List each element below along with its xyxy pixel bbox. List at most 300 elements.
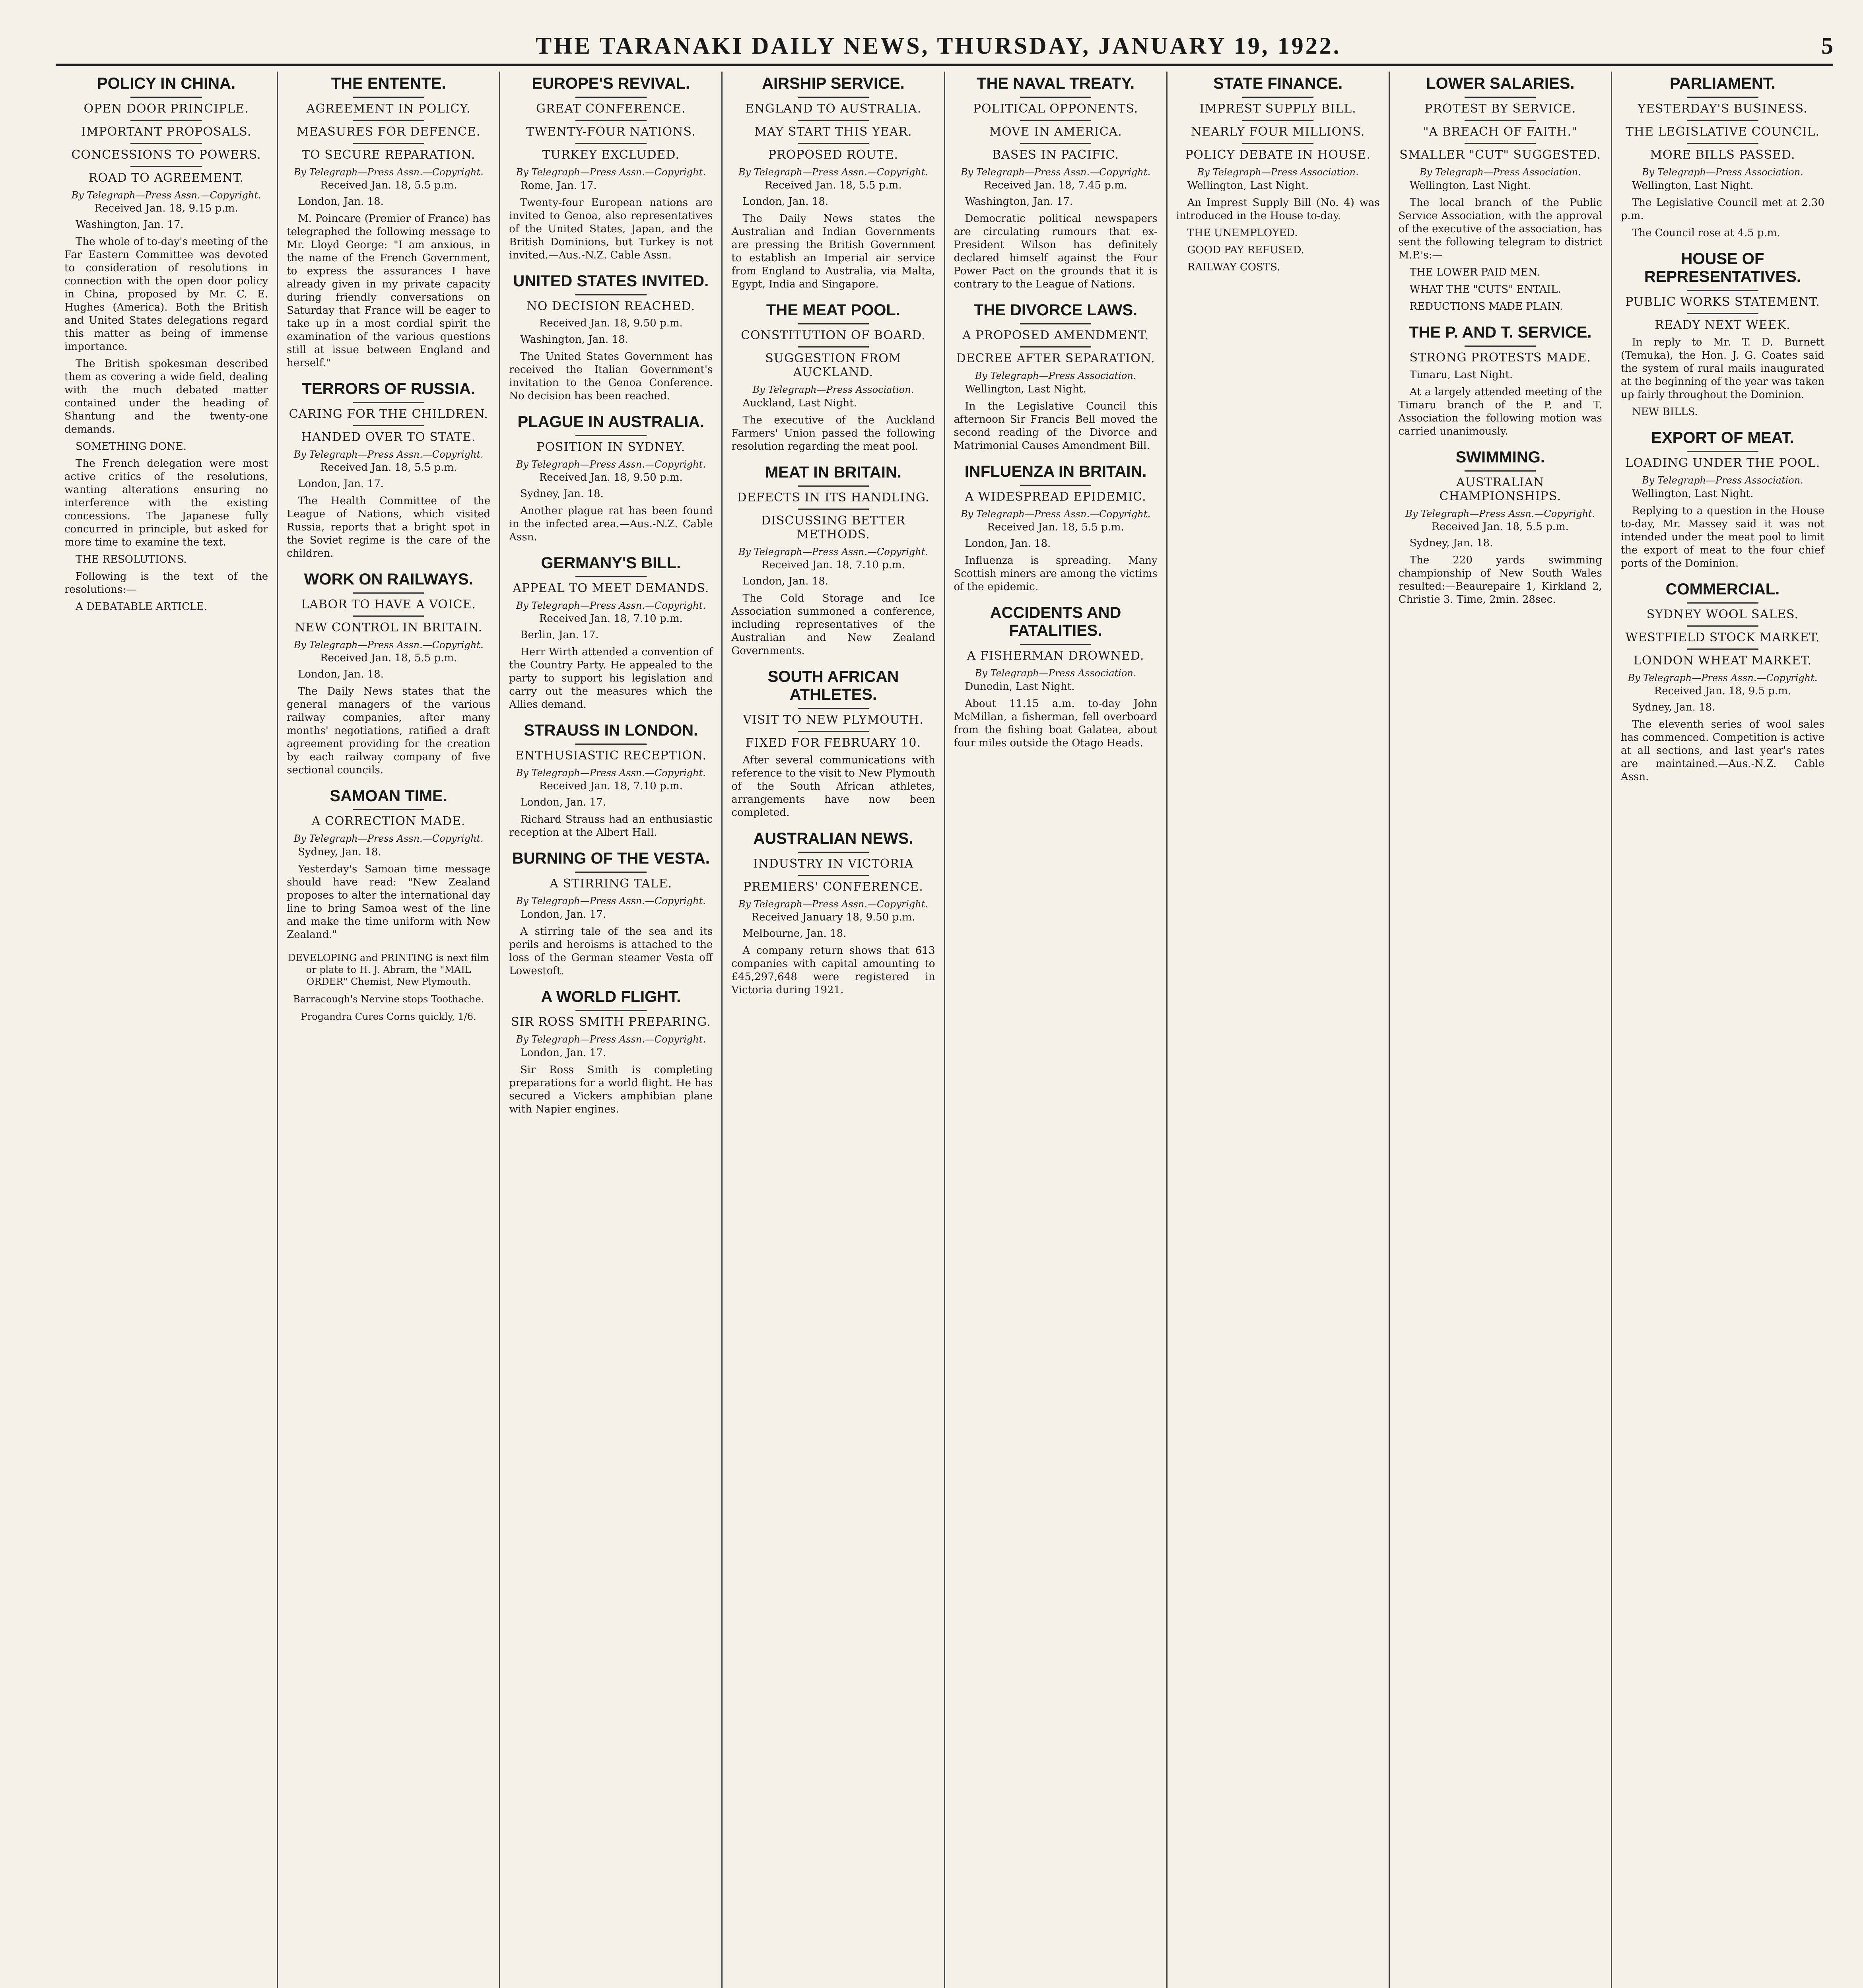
article-body	[731, 397, 935, 453]
paragraph: The 220 yards swimming championship of New South Wales resulted:—Beaurepaire 1, Kirkland 2, Christie 3. Time, 2min. 28sec.	[1398, 554, 1602, 606]
divider	[1020, 143, 1091, 144]
wire-credit: By Telegraph—Press Assn.—Copyright.	[71, 190, 261, 201]
article-headline: SWIMMING.	[1455, 448, 1545, 466]
wire-credit: By Telegraph—Press Assn.—Copyright.	[516, 167, 706, 178]
article-body	[1399, 537, 1602, 606]
paragraph: The Daily News states the Australian and Indian Governments are pressing the British Government to establish an Imperial air service from England to Australia, via Malta, Egypt, India and Singapore.	[731, 213, 935, 290]
article-body	[1176, 179, 1380, 274]
article-headline: EUROPE'S REVIVAL.	[532, 75, 690, 92]
paragraph: About 11.15 a.m. to-day John McMillan, a fisherman, fell overboard from the fishing boat Galatea, about four miles outside the Otago Heads.	[954, 698, 1158, 749]
subheadline: POLICY DEBATE IN HOUSE.	[1185, 148, 1371, 162]
paragraph: Influenza is spreading. Many Scottish miners are among the victims of the epidemic.	[954, 555, 1158, 593]
subheadline: MEASURES FOR DEFENCE.	[296, 125, 481, 139]
subheadline: "A BREACH OF FAITH."	[1423, 125, 1577, 139]
paragraph: Replying to a question in the House to-day, Mr. Massey said it was not intended under the meat pool to limit the export of meat to the four chief ports of the Dominion.	[1620, 505, 1824, 569]
subheadline: SYDNEY WOOL SALES.	[1646, 608, 1799, 621]
received-time: Received Jan. 18, 7.10 p.m.	[761, 559, 905, 571]
paragraph: Wellington, Last Night.	[965, 383, 1087, 395]
paragraph: The local branch of the Public Service Association, with the approval of the executive of the association, has sent the following telegram to district M.P.'s:—	[1398, 197, 1602, 261]
article-headline: STRAUSS IN LONDON.	[524, 722, 698, 739]
article	[509, 75, 713, 262]
paragraph: London, Jan. 18.	[298, 196, 384, 208]
paragraph: THE UNEMPLOYED.	[1187, 227, 1298, 239]
divider	[1242, 143, 1313, 144]
subheadline: TWENTY-FOUR NATIONS.	[526, 125, 696, 139]
wire-credit: By Telegraph—Press Association.	[1642, 475, 1803, 486]
subheadline: A WIDESPREAD EPIDEMIC.	[965, 490, 1146, 504]
subheadline: LONDON WHEAT MARKET.	[1633, 654, 1812, 668]
article	[287, 75, 490, 370]
paragraph: Sydney, Jan. 18.	[298, 846, 381, 858]
article-body	[509, 908, 713, 978]
article	[509, 272, 713, 403]
article-headline: AUSTRALIAN NEWS.	[753, 830, 913, 847]
article-body	[731, 575, 935, 658]
article-headline: A WORLD FLIGHT.	[541, 988, 681, 1006]
paragraph: THE RESOLUTIONS.	[76, 553, 187, 565]
divider	[353, 143, 424, 144]
received-time: Received Jan. 18, 5.5 p.m.	[987, 521, 1124, 533]
paragraph: The Council rose at 4.5 p.m.	[1632, 227, 1780, 239]
article-headline: THE P. AND T. SERVICE.	[1409, 324, 1592, 341]
article-body	[1621, 179, 1824, 240]
received-time: Received Jan. 18, 7.10 p.m.	[539, 613, 683, 625]
article	[1621, 429, 1824, 570]
article	[1621, 75, 1824, 240]
article	[954, 301, 1158, 452]
divider	[353, 120, 424, 121]
subheadline: NEW CONTROL IN BRITAIN.	[295, 621, 483, 635]
article-body	[954, 537, 1158, 594]
wire-credit: By Telegraph—Press Assn.—Copyright.	[293, 639, 484, 650]
subheadline: POSITION IN SYDNEY.	[536, 440, 686, 454]
subheadline: MAY START THIS YEAR.	[754, 125, 912, 139]
divider	[1242, 97, 1313, 98]
subheadline: INDUSTRY IN VICTORIA	[753, 857, 914, 871]
divider	[353, 615, 424, 617]
paragraph: London, Jan. 18.	[965, 538, 1051, 549]
subheadline: APPEAL TO MEET DEMANDS.	[513, 581, 709, 595]
wire-credit: By Telegraph—Press Association.	[752, 384, 914, 395]
paragraph: The executive of the Auckland Farmers' Union passed the following resolution regarding the meat pool.	[731, 414, 935, 452]
column-2	[278, 72, 500, 1988]
column-1	[56, 72, 278, 1988]
received-time: Received Jan. 18, 5.5 p.m.	[1432, 521, 1569, 533]
article-headline: COMMERCIAL.	[1665, 580, 1780, 598]
wire-credit: By Telegraph—Press Association.	[1419, 167, 1581, 178]
article	[1621, 580, 1824, 784]
subheadline: GREAT CONFERENCE.	[536, 102, 686, 116]
wire-credit: By Telegraph—Press Association.	[975, 668, 1136, 679]
subheadline: HANDED OVER TO STATE.	[301, 430, 476, 444]
divider	[1020, 644, 1091, 645]
divider	[130, 166, 202, 167]
paragraph: SOMETHING DONE.	[76, 441, 186, 452]
divider	[130, 120, 202, 121]
divider	[1465, 346, 1536, 347]
paragraph: After several communications with reference to the visit to New Plymouth of the South African athletes, arrangements have now been completed.	[731, 754, 935, 819]
subheadline: DEFECTS IN ITS HANDLING.	[737, 491, 930, 505]
article-body	[509, 333, 713, 403]
divider	[1020, 485, 1091, 486]
paragraph: Berlin, Jan. 17.	[520, 629, 599, 641]
subheadline: FIXED FOR FEBRUARY 10.	[745, 736, 921, 750]
divider	[1020, 323, 1091, 324]
paragraph: Auckland, Last Night.	[742, 397, 857, 409]
paragraph: A company return shows that 613 companies with capital amounting to £45,297,648 were registered in Victoria during 1921.	[731, 945, 935, 996]
wire-credit: By Telegraph—Press Association.	[1642, 167, 1803, 178]
article-body	[1399, 179, 1602, 313]
article	[287, 571, 490, 777]
newspaper-page	[56, 72, 1833, 1988]
masthead	[56, 28, 1833, 66]
divider	[353, 809, 424, 810]
article-body	[287, 846, 490, 942]
column-5	[945, 72, 1168, 1988]
article-body	[509, 796, 713, 839]
article	[1621, 250, 1824, 419]
subheadline: NEARLY FOUR MILLIONS.	[1191, 125, 1365, 139]
paragraph: NEW BILLS.	[1632, 406, 1698, 418]
article-headline: EXPORT OF MEAT.	[1651, 429, 1794, 447]
newspaper-title: THE TARANAKI DAILY NEWS, THURSDAY, JANUARY 19, 1922.	[536, 32, 1341, 59]
paragraph: London, Jan. 18.	[742, 196, 829, 208]
divider	[1465, 143, 1536, 144]
article-headline: THE NAVAL TREATY.	[977, 75, 1135, 92]
paragraph: THE LOWER PAID MEN.	[1409, 266, 1540, 278]
advertisement: Progandra Cures Corns quickly, 1/6.	[301, 1011, 476, 1022]
article-headline: POLICY IN CHINA.	[97, 75, 236, 92]
paragraph: Sydney, Jan. 18.	[520, 488, 604, 500]
paragraph: GOOD PAY REFUSED.	[1187, 244, 1304, 256]
paragraph: The French delegation were most active critics of the resolutions, wanting alterations ensuring no interference with the existing concessions. The Japanese fully concurred in principle, but asked for more time to examine the text.	[64, 458, 268, 548]
paragraph: Wellington, Last Night.	[1409, 180, 1531, 192]
paragraph: Dunedin, Last Night.	[965, 681, 1075, 693]
article-headline: THE DIVORCE LAWS.	[973, 301, 1138, 319]
subheadline: IMPREST SUPPLY BILL.	[1199, 102, 1356, 116]
article-body	[64, 218, 268, 613]
paragraph: Timaru, Last Night.	[1409, 369, 1513, 381]
paragraph: RAILWAY COSTS.	[1187, 261, 1280, 273]
subheadline: CARING FOR THE CHILDREN.	[289, 407, 488, 421]
paragraph: A stirring tale of the sea and its perils and heroisms is attached to the loss of the German steamer Vesta off Lowestoft.	[509, 926, 713, 977]
subheadline: IMPORTANT PROPOSALS.	[81, 125, 252, 139]
divider	[353, 425, 424, 426]
subheadline: A PROPOSED AMENDMENT.	[962, 328, 1149, 342]
subheadline: LABOR TO HAVE A VOICE.	[301, 598, 476, 612]
divider	[798, 97, 869, 98]
divider	[798, 731, 869, 732]
subheadline: PUBLIC WORKS STATEMENT.	[1625, 295, 1820, 309]
article	[509, 850, 713, 978]
paragraph: Rome, Jan. 17.	[520, 180, 597, 192]
subheadline: PROPOSED ROUTE.	[768, 148, 898, 162]
wire-credit: By Telegraph—Press Assn.—Copyright.	[1628, 672, 1818, 683]
article-body	[287, 195, 490, 370]
paragraph: Sydney, Jan. 18.	[1632, 701, 1715, 713]
article-body	[731, 754, 935, 819]
paragraph: The United States Government has received the Italian Government's invitation to the Genoa Conference. No decision has been reached.	[509, 351, 713, 402]
received-time: Received January 18, 9.50 p.m.	[751, 911, 915, 923]
article	[287, 380, 490, 560]
wire-credit: By Telegraph—Press Assn.—Copyright.	[516, 1034, 706, 1045]
subheadline: AUSTRALIAN CHAMPIONSHIPS.	[1439, 476, 1561, 503]
received-time: Received Jan. 18, 5.5 p.m.	[320, 179, 457, 191]
received-time: Received Jan. 18, 5.5 p.m.	[320, 652, 457, 664]
subheadline: BASES IN PACIFIC.	[992, 148, 1119, 162]
advertisement: DEVELOPING and PRINTING is next film or plate to H. J. Abram, the "MAIL ORDER" Chemist, New Plymouth.	[288, 952, 490, 987]
paragraph: London, Jan. 17.	[520, 1047, 606, 1059]
paragraph: London, Jan. 17.	[298, 478, 384, 490]
paragraph: The Daily News states that the general managers of the various railway companies, after many months' negotiations, ratified a draft agreement providing for the creation by each railway company of five sectional councils.	[287, 685, 491, 776]
subheadline: SMALLER "CUT" SUGGESTED.	[1399, 148, 1601, 162]
article-body	[954, 383, 1158, 452]
divider	[798, 708, 869, 709]
paragraph: London, Jan. 18.	[298, 668, 384, 680]
wire-credit: By Telegraph—Press Assn.—Copyright.	[516, 600, 706, 611]
subheadline: TURKEY EXCLUDED.	[542, 148, 680, 162]
article-headline: MEAT IN BRITAIN.	[765, 464, 901, 481]
divider	[798, 485, 869, 487]
article	[1176, 75, 1380, 274]
wire-credit: By Telegraph—Press Assn.—Copyright.	[738, 167, 928, 178]
paragraph: The eleventh series of wool sales has commenced. Competition is active at all sections, and last year's rates are maintained.—Aus.-N.Z. Cable Assn.	[1620, 718, 1824, 783]
paragraph: Washington, Jan. 17.	[965, 196, 1073, 208]
article-headline: AIRSHIP SERVICE.	[762, 75, 905, 92]
article-body	[731, 927, 935, 997]
divider	[353, 97, 424, 98]
divider	[1687, 313, 1758, 314]
paragraph: The British spokesman described them as covering a wide field, dealing with the much debated matter contained under the heading of Shantung and the twenty-one demands.	[64, 358, 268, 435]
divider	[1687, 648, 1758, 650]
divider	[1465, 470, 1536, 472]
paragraph: In the Legislative Council this afternoon Sir Francis Bell moved the second reading of the Divorce and Matrimonial Causes Amendment Bill.	[954, 400, 1158, 452]
paragraph: Sydney, Jan. 18.	[1409, 537, 1493, 549]
article-headline: SOUTH AFRICAN ATHLETES.	[767, 668, 899, 703]
wire-credit: By Telegraph—Press Assn.—Copyright.	[293, 833, 484, 844]
wire-credit: By Telegraph—Press Assn.—Copyright.	[516, 767, 706, 779]
divider	[575, 435, 647, 436]
divider	[1020, 120, 1091, 121]
article-headline: STATE FINANCE.	[1213, 75, 1343, 92]
subheadline: POLITICAL OPPONENTS.	[973, 102, 1138, 116]
wire-credit: By Telegraph—Press Assn.—Copyright.	[738, 899, 928, 910]
subheadline: WESTFIELD STOCK MARKET.	[1625, 631, 1820, 645]
divider	[575, 97, 647, 98]
divider	[1687, 451, 1758, 452]
subheadline: AGREEMENT IN POLICY.	[306, 102, 471, 116]
article	[731, 464, 935, 658]
article-body	[1621, 336, 1824, 419]
divider	[353, 402, 424, 403]
article	[64, 75, 268, 613]
wire-credit: By Telegraph—Press Assn.—Copyright.	[293, 167, 484, 178]
column-4	[723, 72, 945, 1988]
subheadline: STRONG PROTESTS MADE.	[1409, 351, 1591, 365]
subheadline: ENGLAND TO AUSTRALIA.	[745, 102, 922, 116]
paragraph: In reply to Mr. T. D. Burnett (Temuka), the Hon. J. G. Coates said the system of rural mails inaugurated at the beginning of the year was taken up fairly throughout the Dominion.	[1620, 336, 1824, 401]
article-headline: LOWER SALARIES.	[1426, 75, 1575, 92]
wire-credit: By Telegraph—Press Assn.—Copyright.	[960, 167, 1151, 178]
subheadline: DECREE AFTER SEPARATION.	[956, 351, 1155, 365]
paragraph: Herr Wirth attended a convention of the Country Party. He appealed to the party to support his legislation and carry out the measures which the Allies demand.	[509, 646, 713, 711]
divider	[798, 143, 869, 144]
advertisement: Barracough's Nervine stops Toothache.	[293, 994, 484, 1005]
article-headline: GERMANY'S BILL.	[541, 554, 681, 572]
wire-credit: By Telegraph—Press Assn.—Copyright.	[960, 509, 1151, 520]
paragraph: London, Jan. 18.	[742, 575, 829, 587]
divider	[130, 143, 202, 144]
article-headline: PLAGUE IN AUSTRALIA.	[517, 413, 705, 431]
subheadline: DISCUSSING BETTER METHODS.	[761, 514, 905, 542]
column-6	[1168, 72, 1390, 1988]
paragraph: Richard Strauss had an enthusiastic reception at the Albert Hall.	[509, 813, 713, 839]
paragraph: Yesterday's Samoan time message should have read: "New Zealand proposes to alter the international day line to bring Samoa west of the line and make the time uniform with New Zealand."	[287, 863, 491, 941]
subheadline: NO DECISION REACHED.	[526, 299, 695, 313]
article-body	[509, 487, 713, 544]
paragraph: Washington, Jan. 18.	[520, 334, 628, 346]
subheadline: A STIRRING TALE.	[550, 877, 672, 891]
article	[731, 830, 935, 997]
paragraph: M. Poincare (Premier of France) has telegraphed the following message to Mr. Lloyd George: "I am anxious, in the name of the French Government, to express the assurances I have already given in my private capacity during friendly conversations on Saturday that France will be eager to take up in a most cordial spirit the examination of the various questions still at issue between England and herself."	[287, 213, 491, 369]
divider	[1242, 120, 1313, 121]
subheadline: PROTEST BY SERVICE.	[1424, 102, 1576, 116]
wire-credit: By Telegraph—Press Assn.—Copyright.	[1405, 508, 1595, 519]
paragraph: Democratic political newspapers are circulating rumours that ex-President Wilson has definitely declared himself against the Four Power Pact on the grounds that it is contrary to the League of Nations.	[954, 213, 1158, 290]
received-time: Received Jan. 18, 9.50 p.m.	[539, 472, 683, 483]
wire-credit: By Telegraph—Press Assn.—Copyright.	[516, 895, 706, 907]
article	[287, 787, 490, 942]
subheadline: TO SECURE REPARATION.	[302, 148, 476, 162]
divider	[798, 509, 869, 510]
article-headline: INFLUENZA IN BRITAIN.	[964, 463, 1147, 480]
divider	[575, 872, 647, 873]
article-headline: THE MEAT POOL.	[766, 301, 900, 319]
paragraph: Wellington, Last Night.	[1632, 488, 1754, 500]
paragraph: WHAT THE "CUTS" ENTAIL.	[1409, 283, 1561, 295]
article	[1399, 448, 1602, 606]
article	[731, 668, 935, 819]
paragraph: Following is the text of the resolutions:—	[64, 571, 268, 596]
paragraph: The Health Committee of the League of Nations, which visited Russia, reports that a bright spot in the Soviet regime is the care of the children.	[287, 495, 491, 559]
divider	[1687, 143, 1758, 144]
divider	[130, 97, 202, 98]
article	[509, 722, 713, 839]
paragraph: At a largely attended meeting of the Timaru branch of the P. and T. Association the following motion was carried unanimously.	[1398, 386, 1602, 437]
page-number: 5	[1821, 32, 1833, 59]
article-headline: WORK ON RAILWAYS.	[304, 571, 473, 588]
subheadline: MOVE IN AMERICA.	[989, 125, 1122, 139]
paragraph: Sir Ross Smith is completing preparations for a world flight. He has secured a Vickers amphibian plane with Napier engines.	[509, 1064, 713, 1115]
article-body	[287, 478, 490, 560]
article-body	[1399, 369, 1602, 438]
article-body	[954, 680, 1158, 750]
received-time: Received Jan. 18, 9.15 p.m.	[94, 202, 238, 214]
subheadline: ENTHUSIASTIC RECEPTION.	[515, 749, 707, 763]
paragraph: Another plague rat has been found in the infected area.—Aus.-N.Z. Cable Assn.	[509, 505, 713, 543]
divider	[1687, 120, 1758, 121]
paragraph: The whole of to-day's meeting of the Far Eastern Committee was devoted to consideration of resolutions in connection with the open door policy in China, proposed by Mr. C. E. Hughes (America). Both the British and United States delegations regard this matter as being of immense importance.	[64, 236, 268, 353]
received-time: Received Jan. 18, 9.5 p.m.	[1654, 685, 1791, 697]
subheadline: MORE BILLS PASSED.	[1650, 148, 1795, 162]
subheadline: CONSTITUTION OF BOARD.	[741, 328, 926, 342]
subheadline: PREMIERS' CONFERENCE.	[743, 880, 923, 894]
subheadline: A CORRECTION MADE.	[311, 814, 466, 828]
divider	[1687, 290, 1758, 291]
divider	[1687, 602, 1758, 604]
article-headline: ACCIDENTS AND FATALITIES.	[990, 604, 1121, 639]
wire-credit: By Telegraph—Press Assn.—Copyright.	[738, 546, 928, 557]
paragraph: Twenty-four European nations are invited to Genoa, also representatives of the United States, Japan, and the British Dominions, but Turkey is not invited.—Aus.-N.Z. Cable Assn.	[509, 197, 713, 261]
article-headline: TERRORS OF RUSSIA.	[302, 380, 475, 398]
article	[509, 413, 713, 544]
divider	[798, 875, 869, 876]
divider	[1465, 120, 1536, 121]
divider	[798, 323, 869, 324]
article-body	[509, 629, 713, 711]
received-time: Received Jan. 18, 9.50 p.m.	[539, 317, 683, 329]
article	[954, 463, 1158, 594]
divider	[353, 592, 424, 594]
article	[509, 554, 713, 711]
divider	[575, 744, 647, 745]
wire-credit: By Telegraph—Press Association.	[1197, 167, 1359, 178]
divider	[1465, 97, 1536, 98]
article	[731, 75, 935, 291]
subheadline: LOADING UNDER THE POOL.	[1625, 456, 1820, 470]
paragraph: Wellington, Last Night.	[1187, 180, 1309, 192]
divider	[798, 346, 869, 348]
article	[509, 988, 713, 1116]
received-time: Received Jan. 18, 7.10 p.m.	[539, 780, 683, 792]
subheadline: SIR ROSS SMITH PREPARING.	[511, 1015, 711, 1029]
article	[954, 604, 1158, 750]
column-8	[1612, 72, 1833, 1988]
article-headline: THE ENTENTE.	[331, 75, 446, 92]
divider	[1687, 625, 1758, 627]
article-body	[509, 179, 713, 262]
article-headline: HOUSE OF REPRESENTATIVES.	[1644, 250, 1801, 285]
article-body	[1621, 701, 1824, 784]
divider	[1020, 97, 1091, 98]
article	[1399, 75, 1602, 313]
received-time: Received Jan. 18, 7.45 p.m.	[984, 179, 1128, 191]
divider	[1020, 346, 1091, 348]
paragraph: REDUCTIONS MADE PLAIN.	[1409, 301, 1563, 313]
subheadline: OPEN DOOR PRINCIPLE.	[84, 102, 249, 116]
paragraph: London, Jan. 17.	[520, 796, 606, 808]
subheadline: SUGGESTION FROM AUCKLAND.	[765, 351, 901, 379]
article-headline: BURNING OF THE VESTA.	[512, 850, 710, 867]
paragraph: Wellington, Last Night.	[1632, 180, 1754, 192]
article-headline: SAMOAN TIME.	[330, 787, 447, 805]
article-body	[287, 668, 490, 777]
wire-credit: By Telegraph—Press Assn.—Copyright.	[293, 449, 484, 460]
article-headline: UNITED STATES INVITED.	[513, 272, 709, 290]
paragraph: The Cold Storage and Ice Association summoned a conference, including representatives of the Australian and New Zealand Governments.	[731, 592, 935, 657]
divider	[575, 576, 647, 577]
subheadline: READY NEXT WEEK.	[1655, 318, 1791, 332]
paragraph: The Legislative Council met at 2.30 p.m.	[1620, 197, 1824, 222]
subheadline: THE LEGISLATIVE COUNCIL.	[1625, 125, 1820, 139]
wire-credit: By Telegraph—Press Association.	[975, 370, 1136, 381]
article	[954, 75, 1158, 291]
column-7	[1390, 72, 1612, 1988]
received-time: Received Jan. 18, 5.5 p.m.	[320, 462, 457, 474]
divider	[798, 852, 869, 853]
subheadline: VISIT TO NEW PLYMOUTH.	[743, 713, 924, 727]
wire-credit: By Telegraph—Press Assn.—Copyright.	[516, 459, 706, 470]
